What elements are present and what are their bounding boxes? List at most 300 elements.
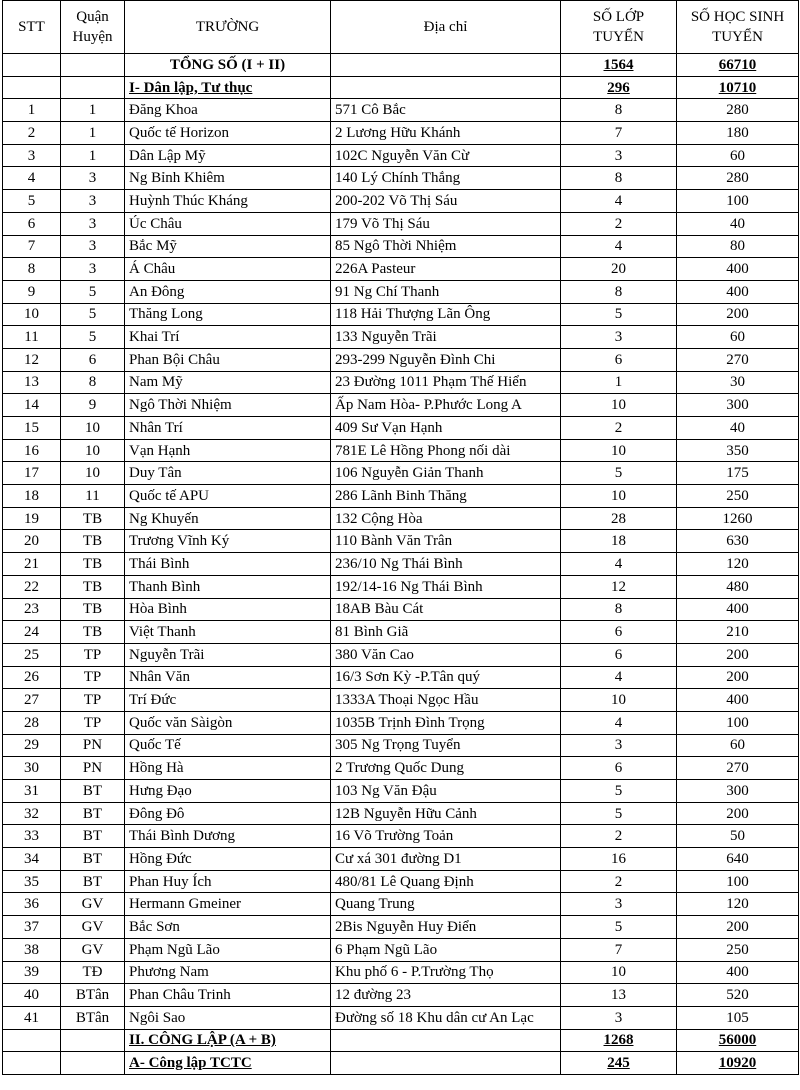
row-classes: 3 xyxy=(561,144,677,167)
table-row xyxy=(3,280,799,303)
row-district: TB xyxy=(61,553,125,576)
row-classes: 7 xyxy=(561,938,677,961)
row-stt: 37 xyxy=(3,916,61,939)
row-students: 50 xyxy=(677,825,799,848)
row-students: 60 xyxy=(677,144,799,167)
row-students: 80 xyxy=(677,235,799,258)
row-school-name: Quốc Tế xyxy=(125,734,331,757)
public-total-row xyxy=(3,1029,799,1052)
row-district: 3 xyxy=(61,190,125,213)
school-enrollment-table xyxy=(2,0,799,1075)
row-classes: 4 xyxy=(561,190,677,213)
row-stt: 26 xyxy=(3,666,61,689)
row-address: 81 Bình Giã xyxy=(331,621,561,644)
row-school-name: Ngô Thời Nhiệm xyxy=(125,394,331,417)
row-address: 6 Phạm Ngũ Lão xyxy=(331,938,561,961)
row-district: TB xyxy=(61,575,125,598)
row-students: 280 xyxy=(677,99,799,122)
row-district: 10 xyxy=(61,417,125,440)
row-classes: 10 xyxy=(561,689,677,712)
row-students: 480 xyxy=(677,575,799,598)
row-classes: 3 xyxy=(561,326,677,349)
row-school-name: Ng Khuyến xyxy=(125,507,331,530)
row-classes: 6 xyxy=(561,643,677,666)
row-classes: 2 xyxy=(561,825,677,848)
row-students: 280 xyxy=(677,167,799,190)
row-address: 1035B Trịnh Đình Trọng xyxy=(331,711,561,734)
row-address: 179 Võ Thị Sáu xyxy=(331,212,561,235)
row-address: Ấp Nam Hòa- P.Phước Long A xyxy=(331,394,561,417)
header-row xyxy=(3,1,799,54)
row-stt: 11 xyxy=(3,326,61,349)
row-district: BTân xyxy=(61,984,125,1007)
row-school-name: Trí Đức xyxy=(125,689,331,712)
row-stt: 5 xyxy=(3,190,61,213)
row-address: 2 Lương Hữu Khánh xyxy=(331,122,561,145)
row-school-name: Quốc văn Sàigòn xyxy=(125,711,331,734)
row-stt: 12 xyxy=(3,348,61,371)
row-classes: 20 xyxy=(561,258,677,281)
row-classes: 2 xyxy=(561,417,677,440)
table-row xyxy=(3,235,799,258)
row-stt: 20 xyxy=(3,530,61,553)
row-address: 12 đường 23 xyxy=(331,984,561,1007)
row-students: 40 xyxy=(677,212,799,235)
row-students: 100 xyxy=(677,870,799,893)
row-address: 118 Hải Thượng Lãn Ông xyxy=(331,303,561,326)
row-address: 380 Văn Cao xyxy=(331,643,561,666)
row-stt: 2 xyxy=(3,122,61,145)
row-stt: 21 xyxy=(3,553,61,576)
row-address: 106 Nguyễn Giản Thanh xyxy=(331,462,561,485)
row-address: 23 Đường 1011 Phạm Thế Hiển xyxy=(331,371,561,394)
row-address: 286 Lãnh Binh Thăng xyxy=(331,485,561,508)
row-students: 300 xyxy=(677,394,799,417)
row-district: GV xyxy=(61,916,125,939)
row-students: 60 xyxy=(677,734,799,757)
row-address: 103 Ng Văn Đậu xyxy=(331,780,561,803)
row-students: 180 xyxy=(677,122,799,145)
private-total-students: 10710 xyxy=(677,76,799,99)
row-address: 2Bis Nguyễn Huy Điển xyxy=(331,916,561,939)
row-district: 6 xyxy=(61,348,125,371)
row-stt: 25 xyxy=(3,643,61,666)
row-district: TB xyxy=(61,530,125,553)
row-classes: 5 xyxy=(561,303,677,326)
row-students: 350 xyxy=(677,439,799,462)
row-classes: 12 xyxy=(561,575,677,598)
row-school-name: Đông Đô xyxy=(125,802,331,825)
row-school-name: Nam Mỹ xyxy=(125,371,331,394)
table-row xyxy=(3,485,799,508)
row-district: TB xyxy=(61,621,125,644)
table-row xyxy=(3,394,799,417)
row-students: 210 xyxy=(677,621,799,644)
header-stt: STT xyxy=(3,1,61,54)
row-stt: 4 xyxy=(3,167,61,190)
row-stt: 9 xyxy=(3,280,61,303)
row-address: 192/14-16 Ng Thái Bình xyxy=(331,575,561,598)
table-row xyxy=(3,711,799,734)
row-address: 409 Sư Vạn Hạnh xyxy=(331,417,561,440)
row-school-name: Hòa Bình xyxy=(125,598,331,621)
row-district: TP xyxy=(61,643,125,666)
row-address: 305 Ng Trọng Tuyển xyxy=(331,734,561,757)
row-school-name: Dân Lập Mỹ xyxy=(125,144,331,167)
table-row xyxy=(3,870,799,893)
table-row xyxy=(3,439,799,462)
row-stt: 32 xyxy=(3,802,61,825)
public-total-students: 56000 xyxy=(677,1029,799,1052)
row-district: 11 xyxy=(61,485,125,508)
public-a-total-classes: 245 xyxy=(561,1052,677,1075)
row-classes: 5 xyxy=(561,802,677,825)
row-stt: 17 xyxy=(3,462,61,485)
row-address: 140 Lý Chính Thắng xyxy=(331,167,561,190)
row-address: 16/3 Sơn Kỳ -P.Tân quý xyxy=(331,666,561,689)
table-row xyxy=(3,1006,799,1029)
table-row xyxy=(3,938,799,961)
table-row xyxy=(3,303,799,326)
row-stt: 41 xyxy=(3,1006,61,1029)
row-stt: 10 xyxy=(3,303,61,326)
row-classes: 4 xyxy=(561,235,677,258)
table-row xyxy=(3,802,799,825)
grand-total-row xyxy=(3,54,799,77)
row-students: 200 xyxy=(677,303,799,326)
row-students: 120 xyxy=(677,893,799,916)
row-classes: 6 xyxy=(561,348,677,371)
row-classes: 4 xyxy=(561,553,677,576)
table-row xyxy=(3,757,799,780)
row-students: 105 xyxy=(677,1006,799,1029)
table-row xyxy=(3,825,799,848)
row-students: 270 xyxy=(677,348,799,371)
row-stt: 40 xyxy=(3,984,61,1007)
row-classes: 6 xyxy=(561,621,677,644)
grand-total-students: 66710 xyxy=(677,54,799,77)
row-classes: 4 xyxy=(561,666,677,689)
row-stt: 23 xyxy=(3,598,61,621)
table-row xyxy=(3,212,799,235)
table-row xyxy=(3,167,799,190)
row-stt: 36 xyxy=(3,893,61,916)
table-row xyxy=(3,530,799,553)
row-address: 2 Trương Quốc Dung xyxy=(331,757,561,780)
row-district: 10 xyxy=(61,462,125,485)
row-classes: 8 xyxy=(561,167,677,190)
row-district: BT xyxy=(61,825,125,848)
row-stt: 22 xyxy=(3,575,61,598)
row-district: 5 xyxy=(61,280,125,303)
row-students: 40 xyxy=(677,417,799,440)
row-school-name: Thanh Bình xyxy=(125,575,331,598)
row-students: 400 xyxy=(677,961,799,984)
row-classes: 1 xyxy=(561,371,677,394)
row-school-name: Trương Vĩnh Ký xyxy=(125,530,331,553)
row-address: 226A Pasteur xyxy=(331,258,561,281)
row-district: 3 xyxy=(61,235,125,258)
row-district: BT xyxy=(61,848,125,871)
row-stt: 28 xyxy=(3,711,61,734)
row-school-name: Thái Bình Dương xyxy=(125,825,331,848)
row-address: 480/81 Lê Quang Định xyxy=(331,870,561,893)
row-classes: 7 xyxy=(561,122,677,145)
row-stt: 8 xyxy=(3,258,61,281)
row-students: 60 xyxy=(677,326,799,349)
private-total-classes: 296 xyxy=(561,76,677,99)
row-address: 781E Lê Hồng Phong nối dài xyxy=(331,439,561,462)
row-address: 85 Ngô Thời Nhiệm xyxy=(331,235,561,258)
row-school-name: An Đông xyxy=(125,280,331,303)
row-classes: 2 xyxy=(561,870,677,893)
row-classes: 5 xyxy=(561,780,677,803)
row-address: 1333A Thoại Ngọc Hầu xyxy=(331,689,561,712)
row-students: 100 xyxy=(677,711,799,734)
row-classes: 28 xyxy=(561,507,677,530)
row-stt: 29 xyxy=(3,734,61,757)
row-classes: 10 xyxy=(561,439,677,462)
row-stt: 30 xyxy=(3,757,61,780)
row-classes: 3 xyxy=(561,893,677,916)
row-school-name: Nhân Trí xyxy=(125,417,331,440)
row-school-name: Duy Tân xyxy=(125,462,331,485)
private-total-row xyxy=(3,76,799,99)
row-district: TP xyxy=(61,666,125,689)
table-row xyxy=(3,190,799,213)
row-students: 400 xyxy=(677,258,799,281)
row-stt: 16 xyxy=(3,439,61,462)
table-row xyxy=(3,326,799,349)
row-classes: 10 xyxy=(561,961,677,984)
row-district: 10 xyxy=(61,439,125,462)
grand-total-label: TỔNG SỐ (I + II) xyxy=(125,54,331,77)
row-stt: 1 xyxy=(3,99,61,122)
row-district: TB xyxy=(61,507,125,530)
row-school-name: Phan Châu Trinh xyxy=(125,984,331,1007)
row-stt: 27 xyxy=(3,689,61,712)
header-school: TRƯỜNG xyxy=(125,1,331,54)
table-row xyxy=(3,99,799,122)
row-district: PN xyxy=(61,734,125,757)
row-classes: 16 xyxy=(561,848,677,871)
table-row xyxy=(3,598,799,621)
row-district: TB xyxy=(61,598,125,621)
row-classes: 13 xyxy=(561,984,677,1007)
row-students: 175 xyxy=(677,462,799,485)
row-school-name: Việt Thanh xyxy=(125,621,331,644)
row-address: Quang Trung xyxy=(331,893,561,916)
row-students: 270 xyxy=(677,757,799,780)
row-students: 200 xyxy=(677,802,799,825)
header-classes: SỐ LỚP TUYỂN xyxy=(561,1,677,54)
row-stt: 35 xyxy=(3,870,61,893)
row-address: 18AB Bàu Cát xyxy=(331,598,561,621)
row-address: 12B Nguyễn Hữu Cảnh xyxy=(331,802,561,825)
row-district: 8 xyxy=(61,371,125,394)
header-address: Địa chỉ xyxy=(331,1,561,54)
row-district: 5 xyxy=(61,326,125,349)
row-classes: 8 xyxy=(561,99,677,122)
row-students: 30 xyxy=(677,371,799,394)
table-row xyxy=(3,553,799,576)
row-school-name: Nhân Văn xyxy=(125,666,331,689)
row-school-name: Bắc Mỹ xyxy=(125,235,331,258)
table-row xyxy=(3,575,799,598)
row-stt: 15 xyxy=(3,417,61,440)
row-district: 5 xyxy=(61,303,125,326)
header-district: Quận Huyện xyxy=(61,1,125,54)
table-row xyxy=(3,417,799,440)
row-district: TP xyxy=(61,689,125,712)
table-row xyxy=(3,144,799,167)
row-students: 300 xyxy=(677,780,799,803)
row-district: 3 xyxy=(61,167,125,190)
row-district: BT xyxy=(61,780,125,803)
row-students: 400 xyxy=(677,280,799,303)
table-row xyxy=(3,689,799,712)
row-district: PN xyxy=(61,757,125,780)
row-address: Cư xá 301 đường D1 xyxy=(331,848,561,871)
row-students: 120 xyxy=(677,553,799,576)
row-classes: 8 xyxy=(561,280,677,303)
row-district: TP xyxy=(61,711,125,734)
row-students: 200 xyxy=(677,643,799,666)
row-students: 1260 xyxy=(677,507,799,530)
row-classes: 3 xyxy=(561,734,677,757)
table-row xyxy=(3,961,799,984)
row-address: 16 Võ Trường Toản xyxy=(331,825,561,848)
row-classes: 18 xyxy=(561,530,677,553)
row-school-name: Ng Bỉnh Khiêm xyxy=(125,167,331,190)
row-school-name: Phan Bội Châu xyxy=(125,348,331,371)
table-row xyxy=(3,780,799,803)
row-district: 3 xyxy=(61,258,125,281)
row-district: GV xyxy=(61,893,125,916)
row-address: 102C Nguyễn Văn Cừ xyxy=(331,144,561,167)
table-row xyxy=(3,507,799,530)
table-row xyxy=(3,984,799,1007)
row-stt: 7 xyxy=(3,235,61,258)
row-address: 200-202 Võ Thị Sáu xyxy=(331,190,561,213)
row-stt: 18 xyxy=(3,485,61,508)
row-school-name: Phương Nam xyxy=(125,961,331,984)
row-school-name: Úc Châu xyxy=(125,212,331,235)
table-row xyxy=(3,371,799,394)
enrollment-table-sheet xyxy=(2,0,798,1075)
row-students: 100 xyxy=(677,190,799,213)
row-school-name: Vạn Hạnh xyxy=(125,439,331,462)
table-row xyxy=(3,621,799,644)
row-students: 200 xyxy=(677,666,799,689)
table-row xyxy=(3,258,799,281)
row-district: TĐ xyxy=(61,961,125,984)
row-district: 1 xyxy=(61,122,125,145)
row-district: BTân xyxy=(61,1006,125,1029)
row-address: Đường số 18 Khu dân cư An Lạc xyxy=(331,1006,561,1029)
row-stt: 39 xyxy=(3,961,61,984)
header-students: SỐ HỌC SINH TUYỂN xyxy=(677,1,799,54)
row-students: 250 xyxy=(677,485,799,508)
public-a-total-students: 10920 xyxy=(677,1052,799,1075)
row-school-name: Hồng Hà xyxy=(125,757,331,780)
table-row xyxy=(3,916,799,939)
row-district: BT xyxy=(61,802,125,825)
row-classes: 3 xyxy=(561,1006,677,1029)
row-school-name: Nguyễn Trãi xyxy=(125,643,331,666)
row-address: 110 Bành Văn Trân xyxy=(331,530,561,553)
row-district: 9 xyxy=(61,394,125,417)
row-classes: 8 xyxy=(561,598,677,621)
row-stt: 19 xyxy=(3,507,61,530)
row-school-name: Thái Bình xyxy=(125,553,331,576)
row-classes: 4 xyxy=(561,711,677,734)
row-school-name: Hưng Đạo xyxy=(125,780,331,803)
row-stt: 24 xyxy=(3,621,61,644)
row-stt: 38 xyxy=(3,938,61,961)
table-row xyxy=(3,348,799,371)
row-students: 400 xyxy=(677,598,799,621)
public-total-label: II. CÔNG LẬP (A + B) xyxy=(125,1029,331,1052)
row-school-name: Hồng Đức xyxy=(125,848,331,871)
table-row xyxy=(3,848,799,871)
public-a-total-label: A- Công lập TCTC xyxy=(125,1052,331,1075)
row-address: 236/10 Ng Thái Bình xyxy=(331,553,561,576)
row-school-name: Huỳnh Thúc Kháng xyxy=(125,190,331,213)
row-district: BT xyxy=(61,870,125,893)
row-school-name: Quốc tế Horizon xyxy=(125,122,331,145)
row-school-name: Bắc Sơn xyxy=(125,916,331,939)
row-students: 200 xyxy=(677,916,799,939)
row-address: 133 Nguyễn Trãi xyxy=(331,326,561,349)
row-school-name: Thăng Long xyxy=(125,303,331,326)
row-school-name: Quốc tế APU xyxy=(125,485,331,508)
table-row xyxy=(3,643,799,666)
row-stt: 6 xyxy=(3,212,61,235)
row-district: 1 xyxy=(61,144,125,167)
row-students: 250 xyxy=(677,938,799,961)
row-stt: 33 xyxy=(3,825,61,848)
table-row xyxy=(3,734,799,757)
table-row xyxy=(3,122,799,145)
row-stt: 13 xyxy=(3,371,61,394)
row-address: Khu phố 6 - P.Trường Thọ xyxy=(331,961,561,984)
row-classes: 10 xyxy=(561,485,677,508)
row-address: 132 Cộng Hòa xyxy=(331,507,561,530)
row-district: 3 xyxy=(61,212,125,235)
row-students: 520 xyxy=(677,984,799,1007)
row-school-name: Phạm Ngũ Lão xyxy=(125,938,331,961)
private-total-label: I- Dân lập, Tư thục xyxy=(125,76,331,99)
row-school-name: Hermann Gmeiner xyxy=(125,893,331,916)
row-school-name: Á Châu xyxy=(125,258,331,281)
grand-total-classes: 1564 xyxy=(561,54,677,77)
row-classes: 10 xyxy=(561,394,677,417)
row-students: 400 xyxy=(677,689,799,712)
row-classes: 5 xyxy=(561,916,677,939)
row-district: GV xyxy=(61,938,125,961)
row-classes: 5 xyxy=(561,462,677,485)
row-school-name: Ngôi Sao xyxy=(125,1006,331,1029)
public-a-total-row xyxy=(3,1052,799,1075)
row-district: 1 xyxy=(61,99,125,122)
table-row xyxy=(3,462,799,485)
row-stt: 34 xyxy=(3,848,61,871)
row-school-name: Phan Huy Ích xyxy=(125,870,331,893)
row-address: 571 Cô Bắc xyxy=(331,99,561,122)
table-row xyxy=(3,666,799,689)
row-school-name: Khai Trí xyxy=(125,326,331,349)
